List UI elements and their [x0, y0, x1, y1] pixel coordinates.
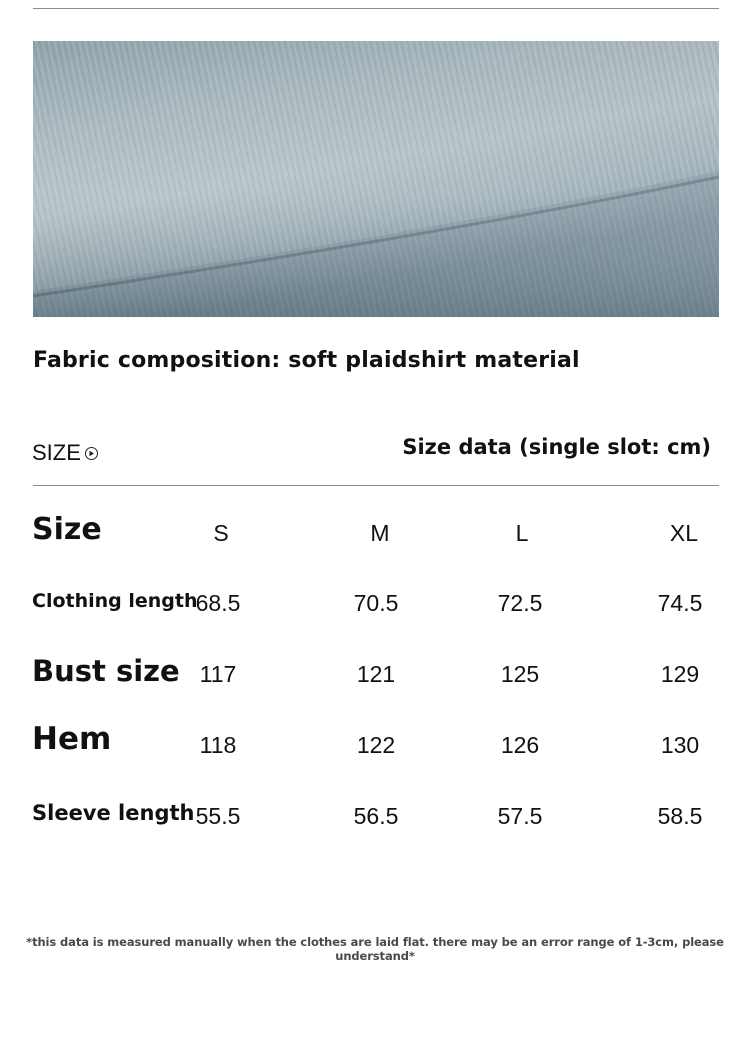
size-header-xl: XL	[669, 520, 699, 546]
size-data-note: Size data (single slot: cm)	[402, 435, 711, 459]
table-cell: 126	[500, 732, 540, 758]
size-tag-label: SIZE	[32, 440, 81, 465]
size-header-label: Size	[32, 512, 102, 547]
table-divider	[33, 485, 719, 486]
table-cell: 55.5	[195, 803, 241, 829]
table-cell: 70.5	[353, 590, 399, 616]
table-cell: 117	[199, 661, 237, 687]
measurement-footnote: *this data is measured manually when the clothes are laid flat. there may be an error range of 1-3cm, please understand*	[26, 935, 724, 963]
top-divider	[33, 8, 719, 9]
table-cell: 122	[356, 732, 396, 758]
table-cell: 118	[199, 732, 237, 758]
size-header-m: M	[370, 520, 390, 546]
row-label-bust-size: Bust size	[32, 654, 180, 688]
table-cell: 57.5	[497, 803, 543, 829]
size-header-l: L	[515, 520, 529, 546]
size-tag	[32, 440, 98, 466]
row-label-clothing-length: Clothing length	[32, 590, 198, 612]
circle-right-arrow-icon	[85, 447, 98, 460]
table-cell: 129	[660, 661, 700, 687]
row-label-sleeve-length: Sleeve length	[32, 801, 195, 825]
table-cell: 130	[660, 732, 700, 758]
fabric-photo	[33, 41, 719, 317]
table-cell: 121	[356, 661, 396, 687]
table-cell: 68.5	[195, 590, 241, 616]
table-cell: 56.5	[353, 803, 399, 829]
table-cell: 125	[500, 661, 540, 687]
size-header-s: S	[213, 520, 229, 546]
fabric-composition: Fabric composition: soft plaidshirt material	[33, 348, 580, 373]
table-cell: 72.5	[497, 590, 543, 616]
row-label-hem: Hem	[32, 721, 112, 757]
table-cell: 58.5	[657, 803, 703, 829]
table-cell: 74.5	[657, 590, 703, 616]
